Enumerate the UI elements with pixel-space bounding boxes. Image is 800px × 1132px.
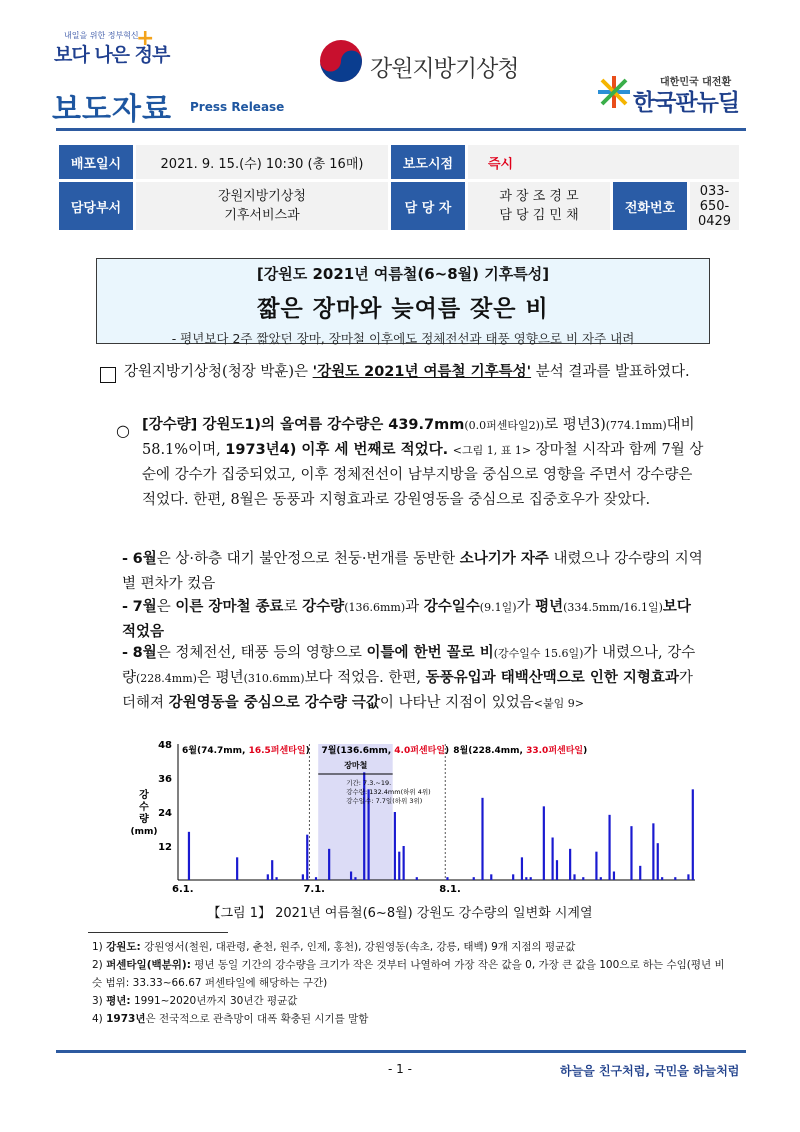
text-span: 가 내렸으나, 강수량 — [122, 645, 696, 686]
text-span: 과 — [405, 599, 424, 615]
month-label — [321, 744, 449, 756]
month-label-text: 7월(136.6mm, — [321, 746, 395, 756]
y-axis-label: 수 — [139, 802, 149, 813]
text-span: (0.0퍼센타일2)) — [464, 419, 545, 432]
monsoon-note: 강수량: 132.4mm(하위 4위) — [346, 788, 431, 796]
text-span: 이 나타난 지점이 있었음 — [379, 695, 534, 711]
precip-bar — [398, 852, 400, 880]
precip-bar — [490, 874, 492, 880]
bullet-august: - 8월은 정체전선, 태풍 등의 영향으로 이틀에 한번 꼴로 비(강수일수 15.6일)가 내렸으나, 강수량(228.4mm)은 평년(310.6mm)보다 적었음. 한편, 동풍유입과 태백산맥으로 인한 지형효과가 더해져 강원영동을 중심으로 강수량 극값이 나타난 지점이 있었음<붙임 9> — [122, 644, 696, 711]
monsoon-title: 장마철 — [344, 761, 368, 770]
phone-label: 전화번호 — [613, 182, 687, 230]
precip-bar — [416, 877, 418, 880]
x-tick-label: 7.1. — [303, 884, 325, 895]
precip-bar — [687, 874, 689, 880]
precip-bar — [188, 832, 190, 880]
agency-name: 강원지방기상청 — [370, 56, 519, 82]
precip-bar — [521, 857, 523, 880]
precip-bar — [552, 838, 554, 881]
y-tick-label: 12 — [158, 842, 172, 853]
precip-bar — [569, 849, 571, 880]
precip-bar — [354, 877, 356, 880]
precip-bar — [630, 826, 632, 880]
text-span: 로 평년3) — [544, 417, 606, 433]
emphasis-text: 동풍유입과 태백산맥으로 인한 지형효과 — [425, 670, 679, 686]
person-value — [468, 182, 610, 230]
precip-bar — [473, 877, 475, 880]
precip-bar — [512, 874, 514, 880]
precip-bar — [543, 806, 545, 880]
footer-divider — [56, 1050, 746, 1053]
emphasis-text: 소나기가 자주 — [459, 551, 549, 567]
precip-bar — [481, 798, 483, 880]
text-span: 로 — [283, 599, 303, 615]
circle-bullet-icon: ○ — [116, 421, 130, 440]
y-axis-label: 량 — [139, 814, 149, 825]
release-info-table — [56, 142, 742, 233]
figure-caption: 【그림 1】 2021년 여름철(6~8월) 강원도 강수량의 일변화 시계열 — [207, 906, 593, 921]
precip-bar — [600, 877, 602, 880]
month-label-text: ) — [305, 746, 310, 756]
paragraph-intro — [124, 360, 744, 385]
precip-bar — [403, 846, 405, 880]
dept-line-1: 강원지방기상청 — [218, 189, 306, 204]
month-label-text: 6월(74.7mm, — [182, 746, 249, 756]
text-span: (9.1일) — [479, 601, 517, 614]
x-tick-label: 6.1. — [172, 884, 194, 895]
emphasis-text: 평년 — [535, 599, 564, 615]
precip-bar — [525, 877, 527, 880]
person-line-1: 과 장 조 경 모 — [499, 189, 579, 204]
emphasis-text: '강원도 2021년 여름철 기후특성' — [312, 364, 532, 380]
emphasis-text: 8월 — [132, 645, 157, 661]
precip-bar — [674, 877, 676, 880]
y-tick-label: 24 — [158, 808, 172, 819]
headline: 짧은 장마와 늦여름 잦은 비 — [257, 296, 549, 322]
precip-bar — [639, 866, 641, 880]
square-bullet-icon — [100, 367, 116, 383]
text-span: (강수일수 15.6일) — [493, 647, 584, 660]
precip-bar — [271, 860, 273, 880]
y-axis-unit: (mm) — [130, 827, 158, 837]
report-time-label: 보도시점 — [391, 145, 465, 179]
precip-bar — [613, 872, 615, 881]
emphasis-text: 이른 장마철 종료 — [175, 599, 284, 615]
month-percentile: 16.5퍼센타일 — [248, 746, 306, 756]
dept-value — [136, 182, 388, 230]
press-release-subtitle: Press Release — [190, 100, 285, 114]
month-percentile: 4.0퍼센타일 — [394, 746, 446, 756]
footnote-2: 2) 퍼센타일(백분위): 평년 동일 기간의 강수량을 크기가 작은 것부터 나열하여 가장 작은 값을 0, 가장 큰 값을 100으로 하는 수임(평년 비슷 범위: 33.33~66.67 퍼센타일에 해당하는 구간) — [92, 959, 725, 989]
figure-ref: <붙임 9> — [533, 697, 584, 710]
gov-slogan-small: 내일을 위한 정부혁신 — [64, 31, 139, 40]
emphasis-text: 보다 적었음 — [122, 599, 691, 640]
footnotes — [92, 938, 732, 1028]
emphasis-text: 1973년4) 이후 세 번째로 적었다. — [225, 442, 449, 458]
precip-bar — [350, 872, 352, 881]
headline-box — [96, 258, 710, 344]
new-deal-logo: 한국판뉴딜 — [633, 90, 740, 116]
precip-bar — [328, 849, 330, 880]
emphasis-text: 강원영동을 중심으로 강수량 극값 — [168, 695, 380, 711]
text-span: 가 더해져 — [122, 670, 693, 711]
bullet-july: - 7월은 이른 장마철 종료로 강수량(136.6mm)과 강수일수(9.1일)가 평년(334.5mm/16.1일)보다 적었음 — [122, 598, 691, 640]
precip-bar — [692, 789, 694, 880]
precip-bar — [446, 877, 448, 880]
text-span: (136.6mm) — [344, 601, 406, 614]
month-label — [453, 744, 587, 756]
month-label-text: ) — [583, 746, 588, 756]
emphasis-text: 6월 — [132, 551, 157, 567]
plus-icon: + — [136, 26, 155, 51]
x-tick-label: 8.1. — [439, 884, 461, 895]
precip-bar — [608, 815, 610, 880]
precip-bar — [661, 877, 663, 880]
precip-bar — [530, 877, 532, 880]
precip-bar — [315, 877, 317, 880]
footnote-divider — [88, 932, 228, 933]
month-percentile: 33.0퍼센타일 — [526, 746, 584, 756]
taegeuk-logo-icon — [318, 38, 364, 88]
dept-label: 담당부서 — [59, 182, 133, 230]
footer-slogan: 하늘을 친구처럼, 국민을 하늘처럼 — [560, 1064, 740, 1078]
text-span: 강원지방기상청(청장 박훈)은 — [124, 364, 313, 380]
person-line-2: 담 당 김 민 채 — [499, 208, 579, 223]
footnote-3: 3) 평년: 1991~2020년까지 30년간 평균값 — [92, 995, 298, 1007]
month-label-text: ) — [445, 746, 450, 756]
text-span: 은 상·하층 대기 불안정으로 천둥·번개를 동반한 — [156, 551, 460, 567]
text-span: (774.1mm) — [605, 419, 667, 432]
text-span: (228.4mm) — [136, 672, 197, 685]
precip-bar — [302, 874, 304, 880]
precip-bar — [267, 874, 269, 880]
emphasis-text: 이틀에 한번 꼴로 비 — [366, 645, 494, 661]
text-span: 분석 결과를 발표하였다. — [531, 364, 690, 380]
text-span: 장마철 시작과 함께 7월 상순에 강수가 집중되었고, 이후 정체전선이 남부지방을 중심으로 영향을 주면서 강수량은 적었다. 한편, 8월은 동풍과 지형효과로 강원영동을 중심으로 집중호우가 잦았다. — [142, 442, 704, 508]
chart-svg — [130, 740, 710, 900]
text-span: 은 정체전선, 태풍 등의 영향으로 — [156, 645, 367, 661]
release-date-label: 배포일시 — [59, 145, 133, 179]
emphasis-text: [강수량] 강원도1)의 올여름 강수량은 439.7mm — [142, 417, 465, 433]
precip-bar — [657, 843, 659, 880]
precip-bar — [582, 877, 584, 880]
month-label — [182, 744, 310, 756]
precip-bar — [652, 823, 654, 880]
text-span: 은 평년 — [196, 670, 244, 686]
new-deal-star-icon — [596, 74, 632, 114]
monsoon-note: 기간: 7.3.~19. — [346, 779, 392, 787]
monsoon-note: 강수일수: 7.7일(하위 3위) — [346, 797, 423, 805]
text-span: (334.5mm/16.1일) — [563, 601, 663, 614]
y-axis-label: 강 — [139, 790, 149, 801]
phone-value: 033-650-0429 — [690, 182, 739, 230]
precip-bar — [236, 857, 238, 880]
new-deal-tagline: 대한민국 대전환 — [660, 77, 732, 88]
dept-line-2: 기후서비스과 — [224, 208, 300, 223]
report-time-value: 즉시 — [468, 145, 739, 179]
headline-kicker: [강원도 2021년 여름철(6~8월) 기후특성] — [256, 265, 550, 283]
precip-bar — [556, 860, 558, 880]
emphasis-text: 강수일수 — [423, 599, 480, 615]
precip-bar — [595, 852, 597, 880]
text-span: 은 — [156, 599, 176, 615]
precipitation-chart — [130, 740, 710, 900]
text-span: 내렸으나 강수량의 지역별 편차가 컸음 — [122, 551, 703, 592]
precip-bar — [394, 812, 396, 880]
text-span: 보다 적었음. 한편, — [304, 670, 426, 686]
text-span: 가 — [516, 599, 536, 615]
text-span: (310.6mm) — [243, 672, 305, 685]
press-release-title: 보도자료 — [52, 92, 172, 127]
release-date-value: 2021. 9. 15.(수) 10:30 (총 16매) — [136, 145, 388, 179]
month-label-text: 8월(228.4mm, — [453, 746, 527, 756]
page-number: - 1 - — [388, 1062, 412, 1076]
header-divider — [56, 128, 746, 131]
precip-bar — [573, 874, 575, 880]
emphasis-text: 7월 — [132, 599, 157, 615]
headline-subtitle: - 평년보다 2주 짧았던 장마, 장마철 이후에도 정체전선과 태풍 영향으로 비 자주 내려 — [171, 331, 635, 346]
figure-ref: <그림 1, 표 1> — [452, 444, 532, 457]
text-span: 대비 58.1%이며, — [142, 417, 695, 458]
gov-slogan-logo: 보다 나은 정부 — [54, 44, 170, 66]
precip-bar — [275, 877, 277, 880]
footnote-1: 1) 강원도: 강원영서(철원, 대관령, 춘천, 원주, 인제, 홍천), 강원영동(속초, 강릉, 태백) 9개 지점의 평균값 — [92, 941, 576, 953]
y-tick-label: 48 — [158, 740, 172, 751]
paragraph-precipitation — [142, 413, 706, 513]
footnote-4: 4) 1973년은 전국적으로 관측망이 대폭 확충된 시기를 말함 — [92, 1013, 369, 1025]
bullet-june: - 6월은 상·하층 대기 불안정으로 천둥·번개를 동반한 소나기가 자주 내렸으나 강수량의 지역별 편차가 컸음 — [122, 550, 703, 592]
emphasis-text: 강수량 — [302, 599, 345, 615]
person-label: 담 당 자 — [391, 182, 465, 230]
precip-bar — [306, 835, 308, 880]
y-tick-label: 36 — [158, 774, 172, 785]
